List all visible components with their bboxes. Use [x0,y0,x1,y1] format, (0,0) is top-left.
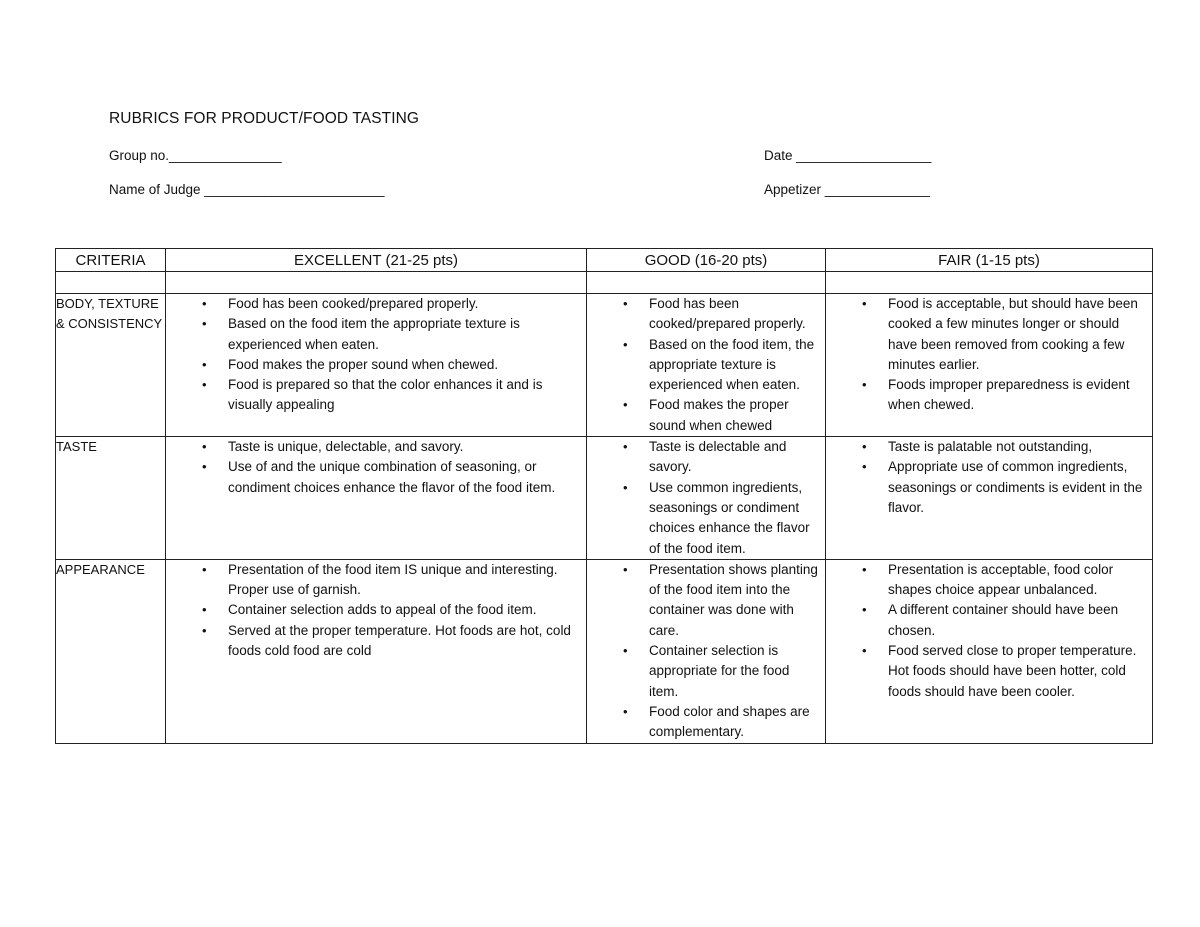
document-title: RUBRICS FOR PRODUCT/FOOD TASTING [109,110,420,127]
empty-row [56,272,1153,294]
excellent-cell [166,294,587,437]
list-item: • Food served close to proper temperature. Hot foods should have been hotter, cold foods should have been cooler. [826,641,1152,702]
empty-cell [56,272,166,294]
good-cell [587,294,826,437]
header-good: GOOD (16-20 pts) [587,249,826,272]
date-field: Date __________________ [764,148,932,163]
criteria-cell: TASTE [56,437,166,560]
good-cell [587,437,826,560]
list-item: • Served at the proper temperature. Hot foods are hot, cold foods cold food are cold [166,621,586,662]
list-item: • Presentation is acceptable, food color shapes choice appear unbalanced. [826,560,1152,601]
list-item: • Presentation shows planting of the food item into the container was done with care. [587,560,825,641]
list-item: • Food is acceptable, but should have been cooked a few minutes longer or should have been removed from cooking a few minutes earlier. [826,294,1152,375]
list-item: • Food is prepared so that the color enhances it and is visually appealing [166,375,586,416]
group-number-field: Group no._______________ [109,148,282,163]
header-criteria: CRITERIA [56,249,166,272]
empty-cell [587,272,826,294]
list-item: • Food has been cooked/prepared properly. [166,294,586,314]
table-row [56,559,1153,743]
list-item: • Food makes the proper sound when chewed. [166,355,586,375]
fair-cell [826,294,1153,437]
table-row [56,294,1153,437]
list-item: • Based on the food item the appropriate texture is experienced when eaten. [166,314,586,355]
criteria-cell: APPEARANCE [56,559,166,743]
list-item: • Appropriate use of common ingredients, seasonings or condiments is evident in the flavor. [826,457,1152,518]
list-item: • Food color and shapes are complementary. [587,702,825,743]
list-item: • Taste is palatable not outstanding, [826,437,1152,457]
list-item: • A different container should have been chosen. [826,600,1152,641]
list-item: • Use of and the unique combination of seasoning, or condiment choices enhance the flavor of the food item. [166,457,586,498]
list-item: • Foods improper preparedness is evident when chewed. [826,375,1152,416]
list-item: • Presentation of the food item IS unique and interesting. Proper use of garnish. [166,560,586,601]
list-item: • Based on the food item, the appropriate texture is experienced when eaten. [587,335,825,396]
empty-cell [166,272,587,294]
empty-cell [826,272,1153,294]
header-fair: FAIR (1-15 pts) [826,249,1153,272]
fair-cell [826,559,1153,743]
rubric-table [55,248,1153,744]
fair-cell [826,437,1153,560]
excellent-cell [166,559,587,743]
table-row [56,437,1153,560]
excellent-cell [166,437,587,560]
header-excellent: EXCELLENT (21-25 pts) [166,249,587,272]
appetizer-field: Appetizer ______________ [764,182,930,197]
list-item: • Container selection adds to appeal of the food item. [166,600,586,620]
criteria-cell: BODY, TEXTURE & CONSISTENCY [56,294,166,437]
table-header-row [56,249,1153,272]
list-item: • Food has been cooked/prepared properly. [587,294,825,335]
list-item: • Taste is unique, delectable, and savory. [166,437,586,457]
list-item: • Taste is delectable and savory. [587,437,825,478]
good-cell [587,559,826,743]
list-item: • Food makes the proper sound when chewed [587,395,825,436]
judge-name-field: Name of Judge ________________________ [109,182,385,197]
list-item: • Container selection is appropriate for the food item. [587,641,825,702]
list-item: • Use common ingredients, seasonings or condiment choices enhance the flavor of the food item. [587,478,825,559]
